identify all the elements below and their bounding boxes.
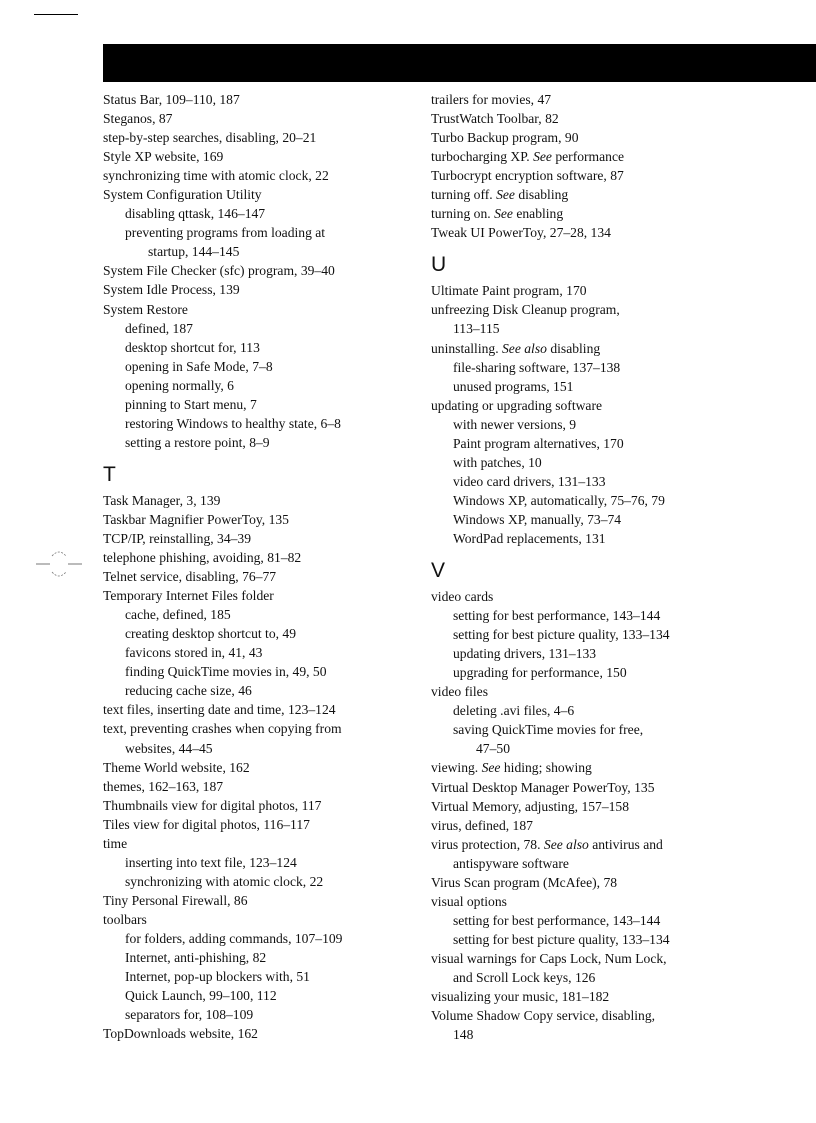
entry-text: hiding; showing xyxy=(500,760,592,776)
index-subentry xyxy=(431,720,816,739)
index-entry xyxy=(431,185,816,204)
entry-text: Virtual Memory, adjusting, 157–158 xyxy=(431,798,630,814)
index-entry xyxy=(431,987,816,1006)
cross-reference-label: See also xyxy=(502,340,547,356)
index-entry xyxy=(431,797,816,816)
index-entry xyxy=(431,147,816,166)
entry-text: favicons stored in, 41, 43 xyxy=(125,645,263,661)
index-subentry xyxy=(103,357,413,376)
index-subentry xyxy=(103,643,413,662)
index-entry xyxy=(103,300,413,319)
index-subentry xyxy=(103,414,413,433)
index-subentry xyxy=(103,395,413,414)
index-subentry xyxy=(431,434,816,453)
entry-text: Turbo Backup program, 90 xyxy=(431,130,579,146)
index-subentry xyxy=(103,967,413,986)
index-subentry xyxy=(103,624,413,643)
entry-text: Style XP website, 169 xyxy=(103,149,224,165)
entry-text: text files, inserting date and time, 123–124 xyxy=(103,702,336,718)
entry-text: virus, defined, 187 xyxy=(431,817,533,833)
index-entry xyxy=(431,816,816,835)
index-section-letter: U xyxy=(431,253,447,277)
entry-text: 47–50 xyxy=(476,741,510,757)
entry-text: System Idle Process, 139 xyxy=(103,282,240,298)
entry-text: TrustWatch Toolbar, 82 xyxy=(431,111,559,127)
index-subentry xyxy=(103,223,413,242)
index-subentry xyxy=(103,948,413,967)
entry-text: disabling xyxy=(546,340,601,356)
entry-text: telephone phishing, avoiding, 81–82 xyxy=(103,550,302,566)
entry-text: websites, 44–45 xyxy=(125,740,213,756)
index-entry xyxy=(103,1024,413,1043)
entry-text: Tiny Personal Firewall, 86 xyxy=(103,892,248,908)
entry-text: Taskbar Magnifier PowerToy, 135 xyxy=(103,511,289,527)
entry-text: cache, defined, 185 xyxy=(125,607,231,623)
entry-text: Ultimate Paint program, 170 xyxy=(431,283,587,299)
entry-text: time xyxy=(103,835,128,851)
cross-reference-label: See xyxy=(533,149,552,165)
index-subentry xyxy=(103,338,413,357)
index-section-letter: V xyxy=(431,559,446,583)
index-subentry xyxy=(431,625,816,644)
entry-text: with newer versions, 9 xyxy=(453,416,577,432)
index-entry xyxy=(103,567,413,586)
index-subentry xyxy=(103,853,413,872)
entry-text: startup, 144–145 xyxy=(148,244,240,260)
entry-text: performance xyxy=(551,149,625,165)
entry-text: defined, 187 xyxy=(125,320,193,336)
entry-text: inserting into text file, 123–124 xyxy=(125,854,297,870)
entry-text: file-sharing software, 137–138 xyxy=(453,359,621,375)
index-entry xyxy=(103,910,413,929)
entry-text: Temporary Internet Files folder xyxy=(103,588,274,604)
index-entry xyxy=(103,147,413,166)
index-entry xyxy=(103,700,413,719)
index-subentry xyxy=(431,701,816,720)
index-subentry xyxy=(103,662,413,681)
entry-text: Turbocrypt encryption software, 87 xyxy=(431,168,624,184)
index-entry xyxy=(431,587,816,606)
top-rule xyxy=(34,14,78,15)
index-subentry xyxy=(431,319,816,338)
cross-reference-label: See xyxy=(496,187,515,203)
index-entry xyxy=(431,300,816,319)
entry-text: text, preventing crashes when copying from xyxy=(103,721,342,737)
index-subentry xyxy=(431,510,816,529)
index-subentry xyxy=(103,242,413,261)
index-subentry xyxy=(103,319,413,338)
entry-text: visual warnings for Caps Lock, Num Lock, xyxy=(431,950,667,966)
entry-text: viewing. xyxy=(431,760,482,776)
index-subentry xyxy=(431,663,816,682)
entry-text: and Scroll Lock keys, 126 xyxy=(453,969,596,985)
entry-text: saving QuickTime movies for free, xyxy=(453,722,644,738)
entry-text: turning off. xyxy=(431,187,497,203)
entry-text: Windows XP, automatically, 75–76, 79 xyxy=(453,492,665,508)
index-subentry xyxy=(431,644,816,663)
index-entry xyxy=(103,109,413,128)
index-subentry xyxy=(431,472,816,491)
entry-text: pinning to Start menu, 7 xyxy=(125,396,257,412)
index-entry xyxy=(431,682,816,701)
entry-text: System Restore xyxy=(103,301,188,317)
index-subentry xyxy=(431,1025,816,1044)
entry-text: Windows XP, manually, 73–74 xyxy=(453,511,622,527)
entry-text: Thumbnails view for digital photos, 117 xyxy=(103,797,322,813)
entry-text: setting for best performance, 143–144 xyxy=(453,912,661,928)
registration-mark-icon xyxy=(36,546,82,582)
entry-text: setting for best performance, 143–144 xyxy=(453,608,661,624)
index-column-left xyxy=(103,90,413,1043)
entry-text: antispyware software xyxy=(453,855,569,871)
entry-text: video cards xyxy=(431,589,494,605)
entry-text: step-by-step searches, disabling, 20–21 xyxy=(103,130,317,146)
entry-text: restoring Windows to healthy state, 6–8 xyxy=(125,415,341,431)
index-subentry xyxy=(431,930,816,949)
index-entry xyxy=(103,491,413,510)
index-subentry xyxy=(431,606,816,625)
entry-text: disabling qttask, 146–147 xyxy=(125,206,266,222)
entry-text: 148 xyxy=(453,1027,474,1043)
entry-text: trailers for movies, 47 xyxy=(431,92,552,107)
index-column-right xyxy=(431,90,816,1044)
index-entry xyxy=(431,128,816,147)
index-subentry xyxy=(431,529,816,548)
entry-text: setting for best picture quality, 133–134 xyxy=(453,627,670,643)
entry-text: unfreezing Disk Cleanup program, xyxy=(431,302,620,318)
entry-text: finding QuickTime movies in, 49, 50 xyxy=(125,664,327,680)
index-entry xyxy=(103,891,413,910)
index-entry xyxy=(103,586,413,605)
index-entry xyxy=(103,815,413,834)
entry-text: Quick Launch, 99–100, 112 xyxy=(125,988,277,1004)
entry-text: unused programs, 151 xyxy=(453,378,574,394)
entry-text: Steganos, 87 xyxy=(103,111,173,127)
index-subentry xyxy=(431,453,816,472)
index-subentry xyxy=(103,204,413,223)
index-entry xyxy=(103,529,413,548)
entry-text: Paint program alternatives, 170 xyxy=(453,435,624,451)
index-subentry xyxy=(103,1005,413,1024)
entry-text: desktop shortcut for, 113 xyxy=(125,339,260,355)
index-subentry xyxy=(431,911,816,930)
entry-text: TopDownloads website, 162 xyxy=(103,1026,258,1042)
entry-text: setting a restore point, 8–9 xyxy=(125,434,270,450)
entry-text: themes, 162–163, 187 xyxy=(103,778,224,794)
entry-text: antivirus and xyxy=(588,836,663,852)
entry-text: opening in Safe Mode, 7–8 xyxy=(125,358,273,374)
index-entry xyxy=(103,834,413,853)
index-entry xyxy=(103,185,413,204)
index-entry xyxy=(103,777,413,796)
entry-text: toolbars xyxy=(103,911,147,927)
index-subentry xyxy=(103,681,413,700)
entry-text: separators for, 108–109 xyxy=(125,1007,254,1023)
index-entry xyxy=(431,396,816,415)
entry-text: Telnet service, disabling, 76–77 xyxy=(103,569,277,585)
entry-text: Tweak UI PowerToy, 27–28, 134 xyxy=(431,225,611,241)
index-entry xyxy=(431,109,816,128)
entry-text: preventing programs from loading at xyxy=(125,225,326,241)
index-entry xyxy=(431,339,816,358)
entry-text: Internet, pop-up blockers with, 51 xyxy=(125,969,310,985)
index-entry xyxy=(431,778,816,797)
index-entry xyxy=(103,90,413,109)
index-entry xyxy=(431,892,816,911)
cross-reference-label: See xyxy=(481,760,501,776)
entry-text: Status Bar, 109–110, 187 xyxy=(103,92,240,107)
index-subentry xyxy=(103,872,413,891)
index-entry xyxy=(103,548,413,567)
entry-text: with patches, 10 xyxy=(453,454,542,470)
index-entry xyxy=(103,166,413,185)
page-header-bar xyxy=(103,44,816,82)
index-entry xyxy=(103,758,413,777)
entry-text: Internet, anti-phishing, 82 xyxy=(125,950,267,966)
index-subentry xyxy=(103,929,413,948)
entry-text: Tiles view for digital photos, 116–117 xyxy=(103,816,310,832)
entry-text: System Configuration Utility xyxy=(103,187,262,203)
index-subentry xyxy=(431,854,816,873)
index-entry xyxy=(431,204,816,223)
index-entry xyxy=(431,90,816,109)
entry-text: setting for best picture quality, 133–134 xyxy=(453,931,670,947)
entry-text: Theme World website, 162 xyxy=(103,759,250,775)
entry-text: Virus Scan program (McAfee), 78 xyxy=(431,874,618,890)
entry-text: for folders, adding commands, 107–109 xyxy=(125,930,343,946)
index-entry xyxy=(431,873,816,892)
entry-text: synchronizing time with atomic clock, 22 xyxy=(103,168,329,184)
entry-text: video files xyxy=(431,684,489,700)
entry-text: virus protection, 78. xyxy=(431,836,544,852)
entry-text: 113–115 xyxy=(453,321,500,337)
entry-text: turbocharging XP. xyxy=(431,149,534,165)
entry-text: Virtual Desktop Manager PowerToy, 135 xyxy=(431,779,655,795)
entry-text: turning on. xyxy=(431,206,495,222)
entry-text: visualizing your music, 181–182 xyxy=(431,989,610,1005)
entry-text: enabling xyxy=(512,206,564,222)
index-subentry xyxy=(431,739,816,758)
entry-text: uninstalling. xyxy=(431,340,502,356)
index-entry xyxy=(431,166,816,185)
index-entry xyxy=(103,796,413,815)
index-subentry xyxy=(431,415,816,434)
index-subentry xyxy=(431,968,816,987)
entry-text: visual options xyxy=(431,893,507,909)
index-subentry xyxy=(103,605,413,624)
entry-text: deleting .avi files, 4–6 xyxy=(453,703,575,719)
entry-text: creating desktop shortcut to, 49 xyxy=(125,626,297,642)
cross-reference-label: See xyxy=(494,206,513,222)
index-subentry xyxy=(103,739,413,758)
entry-text: TCP/IP, reinstalling, 34–39 xyxy=(103,530,252,546)
index-entry xyxy=(103,261,413,280)
entry-text: opening normally, 6 xyxy=(125,377,234,393)
index-entry xyxy=(103,719,413,738)
entry-text: System File Checker (sfc) program, 39–40 xyxy=(103,263,335,279)
cross-reference-label: See also xyxy=(543,836,589,852)
index-section-letter: T xyxy=(103,462,116,486)
index-subentry xyxy=(431,358,816,377)
entry-text: reducing cache size, 46 xyxy=(125,683,252,699)
index-entry xyxy=(431,758,816,777)
entry-text: synchronizing with atomic clock, 22 xyxy=(125,873,324,889)
entry-text: updating drivers, 131–133 xyxy=(453,646,597,662)
index-entry xyxy=(103,510,413,529)
index-entry xyxy=(103,128,413,147)
index-subentry xyxy=(103,986,413,1005)
index-entry xyxy=(431,281,816,300)
entry-text: upgrading for performance, 150 xyxy=(453,665,627,681)
index-subentry xyxy=(103,433,413,452)
entry-text: disabling xyxy=(514,187,569,203)
index-entry xyxy=(431,835,816,854)
entry-text: WordPad replacements, 131 xyxy=(453,530,606,546)
entry-text: updating or upgrading software xyxy=(431,397,603,413)
index-subentry xyxy=(103,376,413,395)
index-entry xyxy=(431,1006,816,1025)
index-entry xyxy=(431,223,816,242)
index-subentry xyxy=(431,377,816,396)
entry-text: Task Manager, 3, 139 xyxy=(103,492,221,508)
entry-text: video card drivers, 131–133 xyxy=(453,473,606,489)
index-subentry xyxy=(431,491,816,510)
index-entry xyxy=(103,280,413,299)
entry-text: Volume Shadow Copy service, disabling, xyxy=(431,1008,656,1024)
index-entry xyxy=(431,949,816,968)
